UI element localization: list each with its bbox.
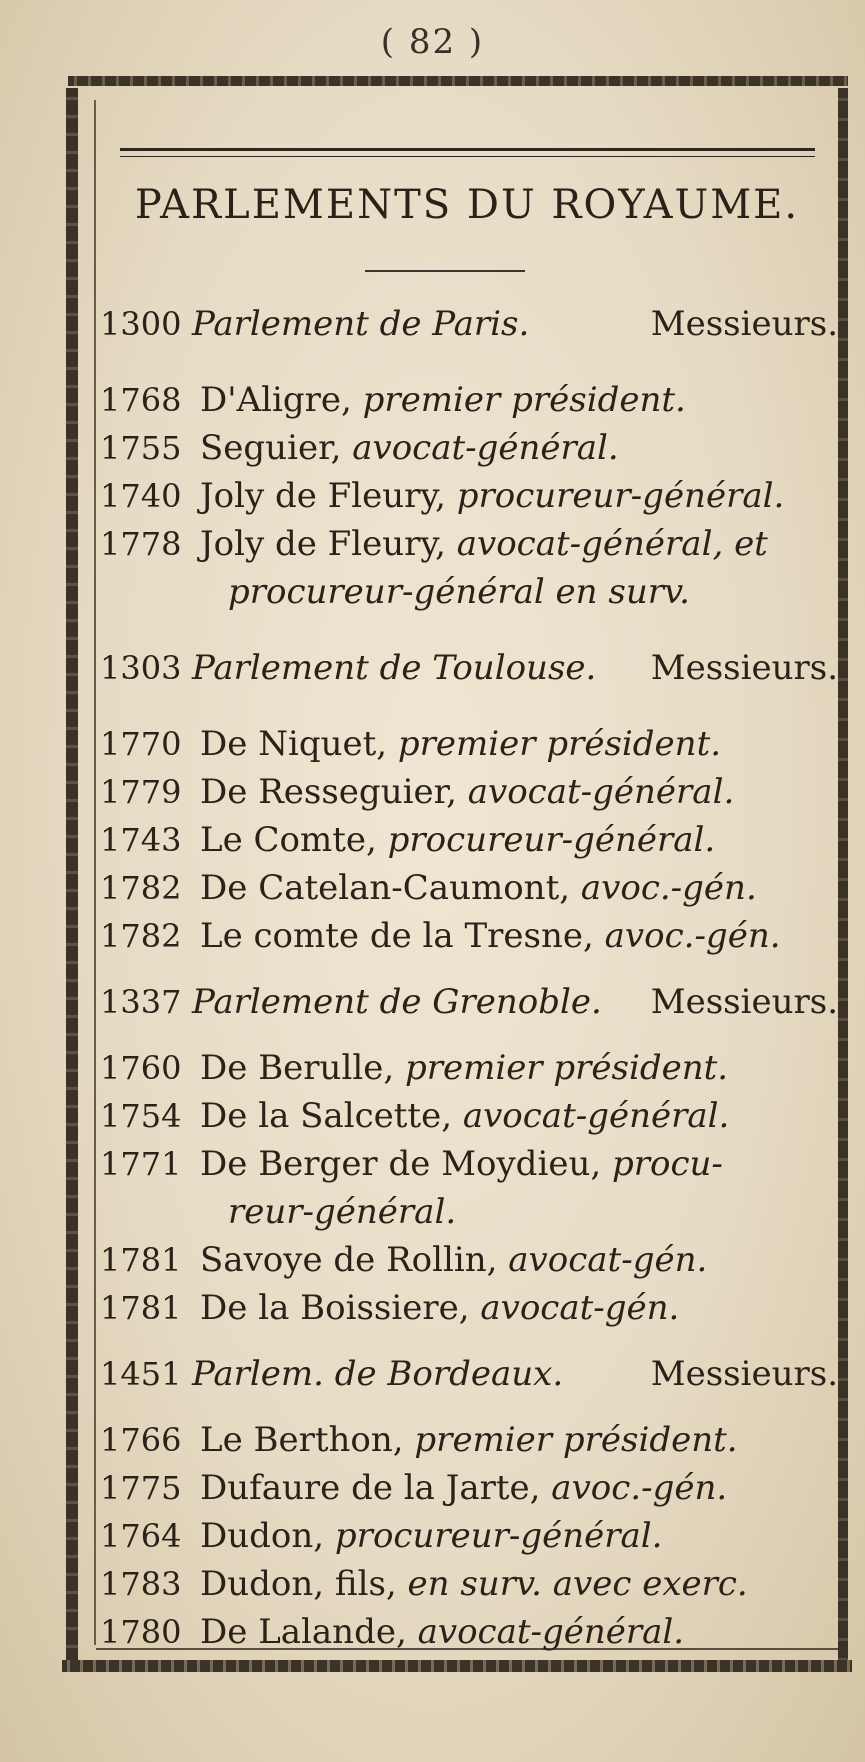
- list-item: [100, 1560, 838, 1608]
- list-item: [100, 424, 838, 472]
- entry-role: avocat-général.: [417, 1612, 685, 1652]
- entry-role-continued: procureur-général en surv.: [228, 572, 690, 612]
- entry-year: 1770: [100, 725, 182, 763]
- section-header: [100, 978, 838, 1026]
- entry-name: Dudon,: [200, 1516, 325, 1556]
- entry-name: Seguier,: [200, 428, 342, 468]
- entry-role: premier président.: [397, 724, 722, 764]
- entry-name: De Berulle,: [200, 1048, 395, 1088]
- entry-role: avoc.-gén.: [551, 1468, 728, 1508]
- bottom-border-rule: [62, 1660, 852, 1672]
- section-name: Parlement de Grenoble.: [192, 982, 602, 1022]
- left-border: [66, 88, 78, 1660]
- entry-year: 1781: [100, 1289, 182, 1327]
- list-item: [100, 864, 838, 912]
- entry-year: 1768: [100, 381, 182, 419]
- list-item: [100, 1140, 838, 1188]
- section-suffix: Messieurs.: [650, 648, 838, 688]
- entry-name: Dudon, fils,: [200, 1564, 397, 1604]
- list-item: [100, 1284, 838, 1332]
- section-year: 1337: [100, 983, 182, 1021]
- list-item: [100, 912, 838, 960]
- list-item-continuation: [100, 568, 838, 616]
- list-item: [100, 520, 838, 568]
- section-header: [100, 1350, 838, 1398]
- list-item: [100, 1044, 838, 1092]
- entry-name: Savoye de Rollin,: [200, 1240, 498, 1280]
- entry-year: 1779: [100, 773, 182, 811]
- entry-role: procureur-général.: [387, 820, 716, 860]
- entry-role: premier président.: [404, 1048, 729, 1088]
- entry-year: 1775: [100, 1469, 182, 1507]
- entry-year: 1781: [100, 1241, 182, 1279]
- entry-year: 1755: [100, 429, 182, 467]
- list-item: [100, 1464, 838, 1512]
- entry-year: 1783: [100, 1565, 182, 1603]
- entry-role: procu-: [611, 1144, 723, 1184]
- list-item-continuation: [100, 1188, 838, 1236]
- list-item: [100, 720, 838, 768]
- right-border: [838, 88, 848, 1660]
- title-rule-thin: [120, 156, 815, 157]
- list-item: [100, 1608, 838, 1656]
- entry-year: 1780: [100, 1613, 182, 1651]
- section-suffix: Messieurs.: [650, 304, 838, 344]
- list-item: [100, 1512, 838, 1560]
- entry-year: 1754: [100, 1097, 182, 1135]
- entry-role: avocat-général.: [352, 428, 619, 468]
- list-item: [100, 1236, 838, 1284]
- list-item: [100, 816, 838, 864]
- entry-role: avoc.-gén.: [604, 916, 781, 956]
- section-name: Parlement de Toulouse.: [192, 648, 597, 688]
- entry-role: procureur-général.: [456, 476, 785, 516]
- entry-role-continued: reur-général.: [228, 1192, 457, 1232]
- list-item: [100, 1092, 838, 1140]
- entry-name: Joly de Fleury,: [200, 476, 446, 516]
- list-item: [100, 472, 838, 520]
- section-name: Parlem. de Bordeaux.: [192, 1354, 564, 1394]
- entry-role: avoc.-gén.: [580, 868, 757, 908]
- section-header: [100, 300, 838, 348]
- parlements-list: [100, 300, 838, 1656]
- title-rule: [120, 148, 815, 151]
- left-inner-rule: [94, 100, 96, 1645]
- list-item: [100, 768, 838, 816]
- entry-name: De Lalande,: [200, 1612, 407, 1652]
- entry-role: premier président.: [362, 380, 686, 420]
- entry-name: Dufaure de la Jarte,: [200, 1468, 541, 1508]
- entry-year: 1771: [100, 1145, 182, 1183]
- section-suffix: Messieurs.: [650, 982, 838, 1022]
- entry-year: 1743: [100, 821, 182, 859]
- entry-role: avocat-général.: [467, 772, 735, 812]
- entry-name: Le comte de la Tresne,: [200, 916, 594, 956]
- page-number: ( 82 ): [380, 22, 485, 62]
- entry-name: D'Aligre,: [200, 380, 352, 420]
- entry-name: Joly de Fleury,: [200, 524, 446, 564]
- entry-role: avocat-gén.: [508, 1240, 708, 1280]
- entry-role: avocat-général.: [462, 1096, 730, 1136]
- title-divider: [365, 270, 525, 272]
- entry-name: Le Comte,: [200, 820, 377, 860]
- entry-year: 1760: [100, 1049, 182, 1087]
- top-border-rule: [68, 76, 848, 86]
- list-item: [100, 376, 838, 424]
- section-name: Parlement de Paris.: [192, 304, 530, 344]
- entry-year: 1782: [100, 917, 182, 955]
- entry-year: 1740: [100, 477, 182, 515]
- section-header: [100, 644, 838, 692]
- entry-name: De Catelan-Caumont,: [200, 868, 571, 908]
- entry-year: 1782: [100, 869, 182, 907]
- entry-role: avocat-général, et: [456, 524, 768, 564]
- page-title: PARLEMENTS DU ROYAUME.: [134, 182, 800, 228]
- entry-year: 1766: [100, 1421, 182, 1459]
- entry-name: De Niquet,: [200, 724, 388, 764]
- entry-name: De Resseguier,: [200, 772, 457, 812]
- entry-year: 1778: [100, 525, 182, 563]
- section-year: 1300: [100, 305, 182, 343]
- entry-role: procureur-général.: [334, 1516, 663, 1556]
- entry-role: premier président.: [414, 1420, 738, 1460]
- entry-role: en surv. avec exerc.: [407, 1564, 748, 1604]
- entry-name: De la Salcette,: [200, 1096, 452, 1136]
- entry-role: avocat-gén.: [480, 1288, 680, 1328]
- entry-name: De Berger de Moydieu,: [200, 1144, 602, 1184]
- entry-name: Le Berthon,: [200, 1420, 404, 1460]
- list-item: [100, 1416, 838, 1464]
- entry-year: 1764: [100, 1517, 182, 1555]
- section-suffix: Messieurs.: [650, 1354, 838, 1394]
- section-year: 1451: [100, 1355, 182, 1393]
- entry-name: De la Boissiere,: [200, 1288, 470, 1328]
- section-year: 1303: [100, 649, 182, 687]
